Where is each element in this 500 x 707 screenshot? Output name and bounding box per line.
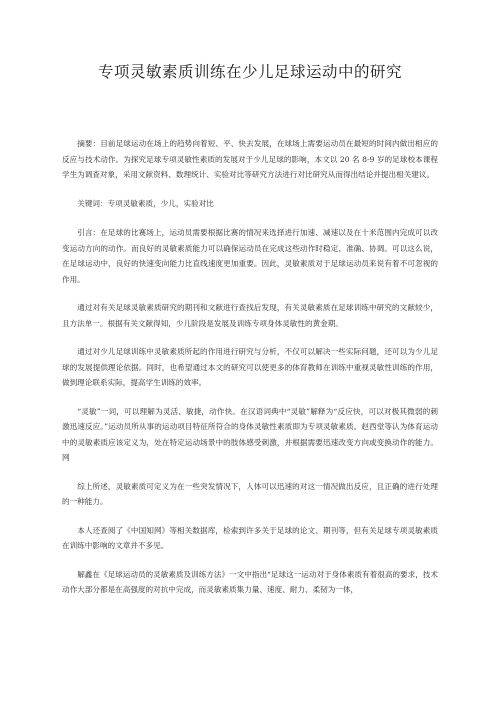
keywords-paragraph: 关键词：专项灵敏素质，少儿，实验对比 [77, 198, 214, 208]
body-paragraph: 本人还查阅了《中国知网》等相关数据库，检索到许多关于足球的论文、期刊等，但有关足球专项灵敏素质在训练中影响的文章并不多见。 [62, 525, 438, 550]
abstract-paragraph: 摘要：目前足球运动在场上的趋势向着短、平、快去发展，在球场上需要运动员在最短的时间内做出相应的反应与技术动作。为探究足球专项灵敏性素质的发展对于少儿足球的影响，本文以 20 名 8-9 岁的足球校本课程学生为调查对象，采用文献资料、数理统计、实验对比等研究方法进行对比研究从而得出结论并提出相关建议。 [62, 139, 438, 179]
body-paragraph: “灵敏”一词，可以理解为灵活、敏捷，动作快。在汉语词典中“灵敏”解释为“反应快，可以对极其微弱的刺激迅速反应。”运动员所从事的运动项目特征所符合的身体灵敏性素质即为专项灵敏素质。赵西堂等认为体育运动中的灵敏素质应该定义为，处在特定运动场景中的肢体感受刺激，并根据需要迅速改变方向或变换动作的能力。网 [62, 406, 438, 462]
body-paragraph: 解鑫在《足球运动员的灵敏素质及训练方法》一文中指出“足球这一运动对于身体素质有着很高的要求，技术动作大部分都是在高强度的对抗中完成，而灵敏素质集力量、速度、耐力、柔韧为一体， [62, 569, 438, 594]
paper-title: 专项灵敏素质训练在少儿足球运动中的研究 [97, 63, 402, 81]
paper-body [62, 136, 438, 598]
body-paragraph: 通过对少儿足球训练中灵敏素质所起的作用进行研究与分析，不仅可以解决一些实际问题，还可以为少儿足球的发展提供理论依据。同时，也希望通过本文的研究可以使更多的体育教师在训练中重视灵敏性训练的作用，做到理论联系实际，提高学生训练的效率。 [62, 347, 438, 387]
body-paragraph: 通过对有关足球灵敏素质研究的期刊和文献进行查找后发现，有关灵敏素质在足球训练中研究的文献较少，且方法单一。根据有关文献得知，少儿阶段是发展及训练专项身体灵敏性的黄金期。 [62, 303, 438, 328]
introduction-paragraph: 引言：在足球的比赛场上，运动员需要根据比赛的情况来选择进行加速、减速以及在十米范围内完成可以改变运动方向的动作。而良好的灵敏素质能力可以确保运动员在完成这些动作时稳定、准确、协调。可以这么说，在足球运动中，良好的快速变向能力比直线速度更加重要。因此，灵敏素质对于足球运动员来说有着不可忽视的作用。 [62, 228, 438, 284]
body-paragraph: 综上所述，灵敏素质可定义为在一些突发情况下，人体可以迅速的对这一情况做出反应，且正确的进行处理的一种能力。 [62, 481, 438, 506]
